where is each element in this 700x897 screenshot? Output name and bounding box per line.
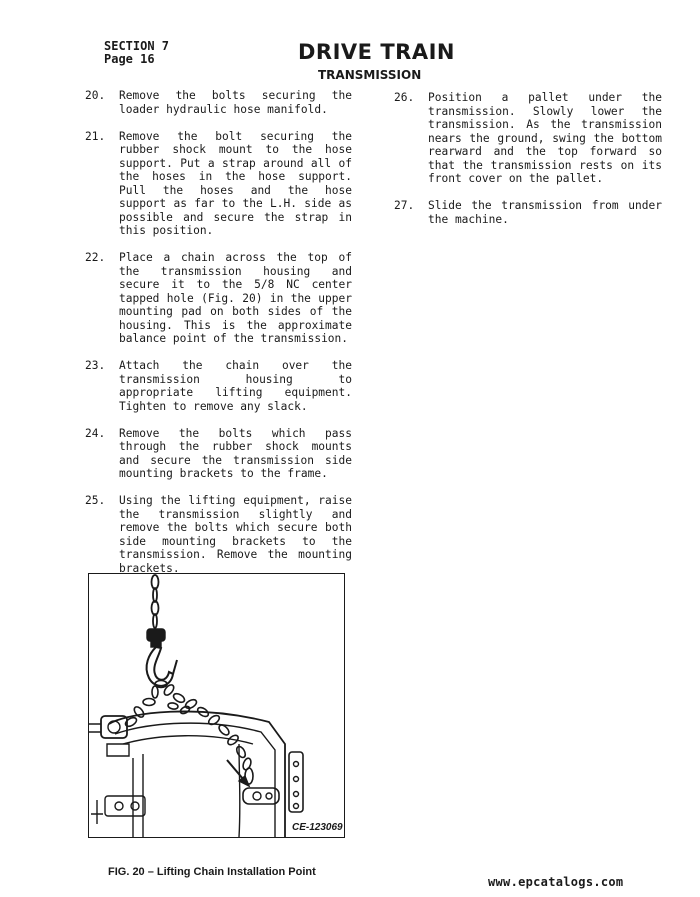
page-label: Page 16: [104, 52, 155, 66]
step-number: 23.: [85, 359, 106, 372]
step-text: Slide the transmission from under the machine.: [428, 199, 662, 226]
step-text: Attach the chain over the transmission housing to appropriate lifting equipment. Tighten to remove any slack.: [119, 359, 352, 413]
mounting-pad: [289, 752, 303, 812]
step-number: 25.: [85, 494, 106, 507]
step-text: Position a pallet under the transmission. Slowly lower the transmission. As the transmission nears the ground, swing the bottom rearward and the top forward so that the transmission rests on its front cover on the pallet.: [428, 91, 662, 185]
step-text: Using the lifting equipment, raise the transmission slightly and remove the bolts which secure both side mounting brackets to the transmission. Remove the mounting brackets.: [119, 494, 352, 575]
step-20: [85, 89, 352, 116]
step-24: [85, 427, 352, 481]
step-number: 27.: [394, 199, 415, 212]
step-25: [85, 494, 352, 575]
step-number: 22.: [85, 251, 106, 264]
section-header: [104, 40, 169, 66]
step-number: 21.: [85, 129, 106, 143]
steps-right-column: [394, 91, 662, 240]
vertical-chain: [152, 575, 159, 628]
step-number: 20.: [85, 89, 106, 102]
step-number: 24.: [85, 426, 106, 440]
section-label: SECTION 7: [104, 39, 170, 53]
step-27: [394, 199, 662, 226]
figure-caption: FIG. 20 – Lifting Chain Installation Point: [108, 866, 316, 878]
step-22: [85, 251, 352, 346]
lifting-chain-illustration: [89, 574, 344, 837]
transmission-housing: [109, 711, 285, 837]
step-text: Remove the bolts which pass through the rubber shock mounts and secure the transmission side mounting brackets to the frame.: [119, 426, 352, 480]
watermark: www.epcatalogs.com: [488, 875, 624, 889]
step-text: Remove the bolts securing the loader hydraulic hose manifold.: [119, 89, 352, 116]
step-21: [85, 130, 352, 238]
figure-20: [88, 573, 345, 838]
steps-left-column: [85, 89, 352, 589]
hook-block: [147, 629, 165, 641]
page-title: DRIVE TRAIN: [298, 40, 455, 64]
step-number: 26.: [394, 91, 415, 104]
step-text: Remove the bolt securing the rubber shock mount to the hose support. Put a strap around all of the hoses in the hose support. Pull the hoses and the hose support as far to the L.H. side as possible and secure the strap in this position.: [119, 129, 352, 237]
step-23: [85, 359, 352, 413]
figure-code: CE-123069: [292, 822, 343, 833]
step-text: Place a chain across the top of the transmission housing and secure it to the 5/8 NC center tapped hole (Fig. 20) in the upper mounting pad on both sides of the housing. This is the approximate balance point of the transmission.: [119, 251, 352, 345]
page-subtitle: TRANSMISSION: [318, 68, 422, 82]
step-26: [394, 91, 662, 186]
